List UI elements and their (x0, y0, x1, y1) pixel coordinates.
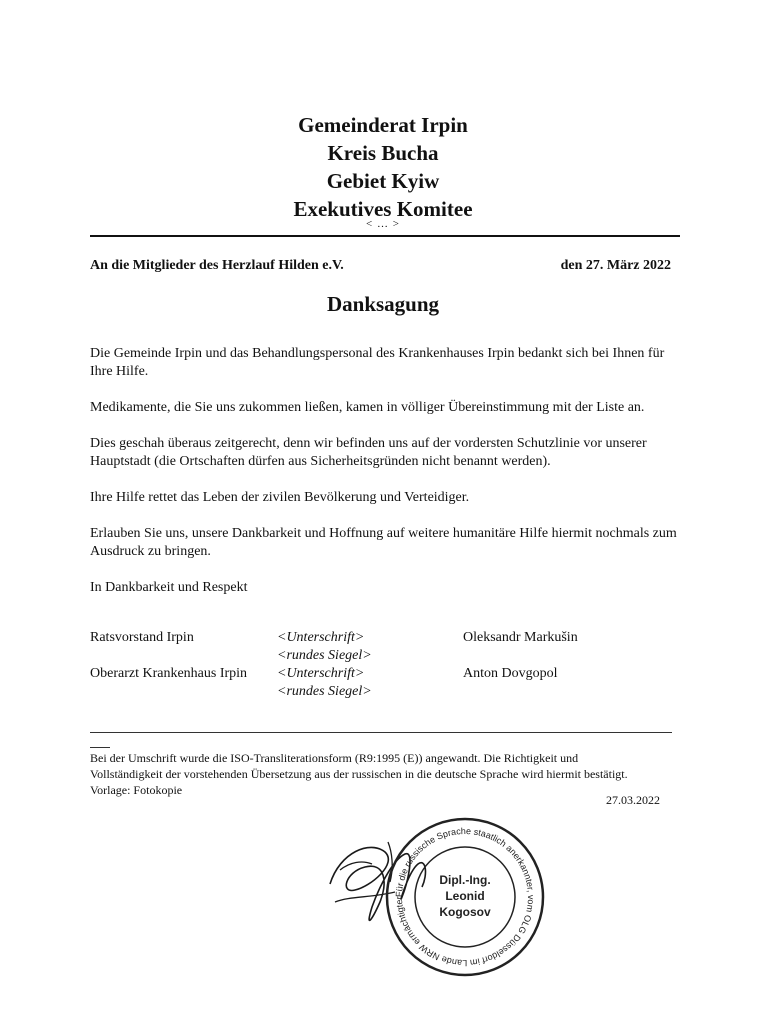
translator-note (90, 750, 690, 798)
letterhead-line-council: Gemeinderat Irpin (298, 113, 468, 137)
stamp-center-text: Kogosov (439, 905, 491, 919)
signature-placeholder: <Unterschrift> (277, 666, 365, 681)
signatory-role: Oberarzt Krankenhaus Irpin (90, 666, 248, 681)
signatory-marks (277, 665, 372, 701)
signatory-name: Oleksandr Markušin (463, 630, 578, 645)
footer-divider (90, 732, 672, 733)
translation-date: 27.03.2022 (606, 793, 660, 807)
letter-title: Danksagung (326, 292, 440, 316)
letterhead-line-district: Kreis Bucha (327, 141, 439, 165)
recipient: An die Mitglieder des Herzlauf Hilden e.V. (90, 258, 344, 273)
stamp-center-text: Dipl.-Ing. (439, 873, 491, 887)
letter-body (90, 345, 680, 615)
omission-mark: < … > (366, 218, 400, 230)
address-row (90, 258, 671, 274)
letterhead-line-committee: Exekutives Komitee (293, 197, 473, 221)
paragraph: Erlauben Sie uns, unsere Dankbarkeit und Hoffnung auf weitere humanitäre Hilfe hiermit nochmals zum Ausdruck zu bringen. (90, 526, 677, 559)
paragraph: Die Gemeinde Irpin und das Behandlungspersonal des Krankenhauses Irpin bedankt sich bei Ihnen für Ihre Hilfe. (90, 346, 665, 379)
seal-placeholder: <rundes Siegel> (277, 648, 372, 663)
signatory-row (90, 665, 680, 701)
footnote-line: Bei der Umschrift wurde die ISO-Transliterationsform (R9:1995 (E)) angewandt. Die Richtigkeit und (90, 751, 579, 765)
paragraph: Dies geschah überaus zeitgerecht, denn wir befinden uns auf der vordersten Schutzlinie vor unserer Hauptstadt (die Ortschaften dürfen aus Sicherheitsgründen nicht benannt werden). (90, 436, 647, 469)
closing-line: In Dankbarkeit und Respekt (90, 580, 248, 595)
signature-block (90, 629, 680, 701)
letterhead (0, 111, 766, 223)
footnote-rule (90, 747, 110, 748)
signatory-row (90, 629, 680, 665)
header-divider (90, 235, 680, 237)
stamp-ring-text: Für die russische Sprache staatlich anerkannter, vom OLG Düsseldorf im Lande NRW ermächtigter (393, 825, 537, 969)
stamp-graphic (310, 812, 570, 982)
paragraph: Ihre Hilfe rettet das Leben der zivilen Bevölkerung und Verteidiger. (90, 490, 470, 505)
seal-placeholder: <rundes Siegel> (277, 684, 372, 699)
paragraph: Medikamente, die Sie uns zukommen ließen, kamen in völliger Übereinstimmung mit der Liste an. (90, 400, 645, 415)
signature-placeholder: <Unterschrift> (277, 630, 365, 645)
footnote-line: Vollständigkeit der vorstehenden Übersetzung aus der russischen in die deutsche Sprache wird hiermit bestätigt. (90, 767, 628, 781)
translator-stamp-area (310, 812, 570, 982)
footnote-line: Vorlage: Fotokopie (90, 783, 183, 797)
signatory-name: Anton Dovgopol (463, 666, 558, 681)
letter-date: den 27. März 2022 (560, 258, 671, 273)
signatory-role: Ratsvorstand Irpin (90, 630, 194, 645)
stamp-center-text: Leonid (445, 889, 485, 903)
letterhead-line-region: Gebiet Kyiw (326, 169, 440, 193)
signatory-marks (277, 629, 372, 665)
